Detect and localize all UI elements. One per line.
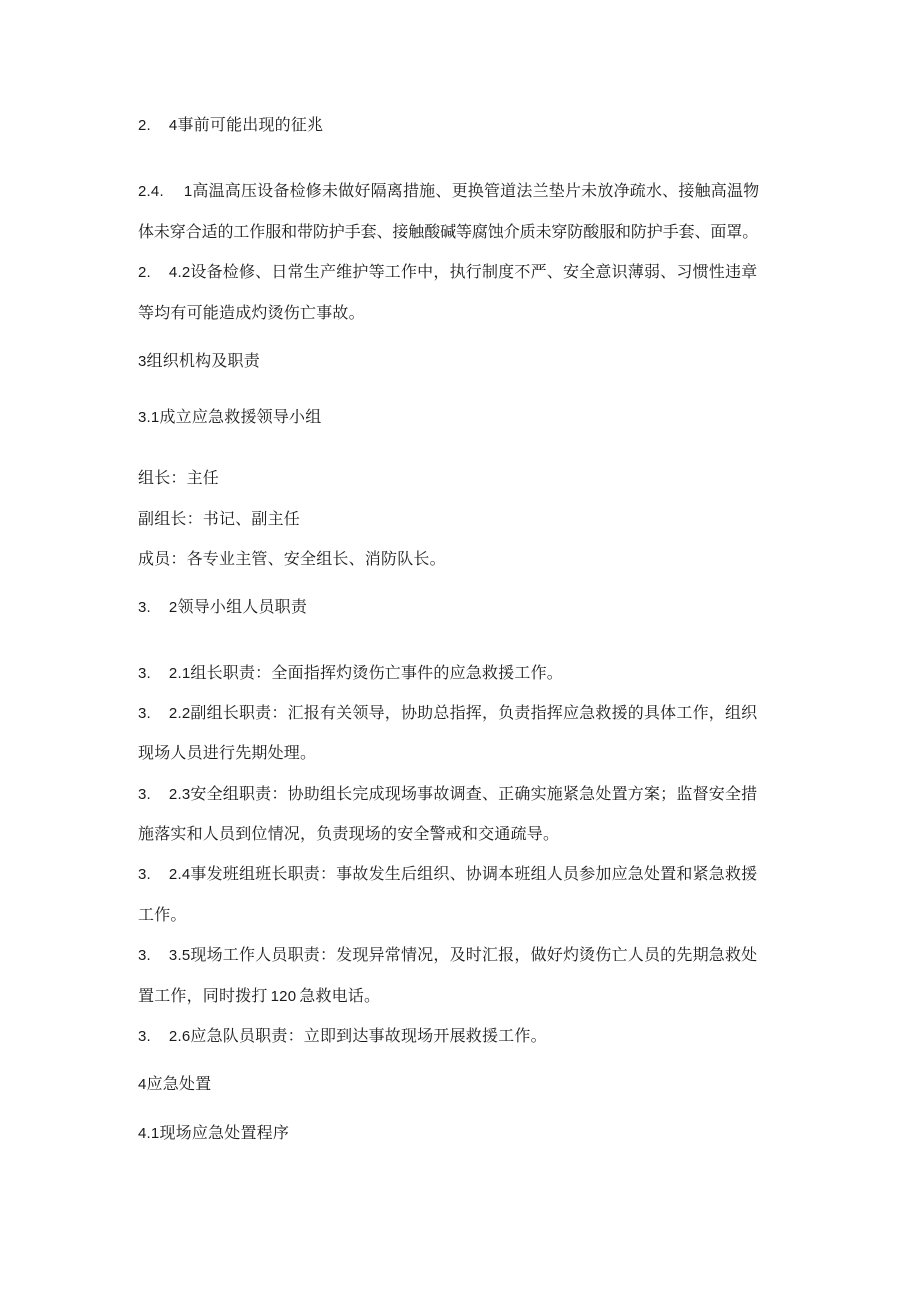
section-3-2-6: 3. 2.6应急队员职责：立即到达事故现场开展救援工作。 <box>138 1026 547 1045</box>
section-3-1-heading: 3.1成立应急救援领导小组 <box>138 407 322 426</box>
section-3-2-2-line-2: 现场人员进行先期处理。 <box>138 743 317 762</box>
section-3-2-3-line-1: 3. 2.3安全组职责：协助组长完成现场事故调查、正确实施紧急处置方案；监督安全措 <box>138 784 758 803</box>
section-3-heading: 3组织机构及职责 <box>138 351 260 370</box>
section-3-2-1: 3. 2.1组长职责：全面指挥灼烫伤亡事件的应急救援工作。 <box>138 663 563 682</box>
section-3-3-5-line-2: 置工作，同时拨打 120 急救电话。 <box>138 986 381 1005</box>
section-2-4-2-line-1: 2. 4.2设备检修、日常生产维护等工作中，执行制度不严、安全意识薄弱、习惯性违章 <box>138 262 758 281</box>
section-4-heading: 4应急处置 <box>138 1074 212 1093</box>
section-3-2-4-line-1: 3. 2.4事发班组班长职责：事故发生后组织、协调本班组人员参加应急处置和紧急救援 <box>138 864 758 883</box>
section-3-2-2-line-1: 3. 2.2副组长职责：汇报有关领导，协助总指挥，负责指挥应急救援的具体工作，组织 <box>138 703 758 722</box>
section-4-1-heading: 4.1现场应急处置程序 <box>138 1123 290 1142</box>
section-3-2-3-line-2: 施落实和人员到位情况，负责现场的安全警戒和交通疏导。 <box>138 824 560 843</box>
section-2-4-2-line-2: 等均有可能造成灼烫伤亡事故。 <box>138 303 365 322</box>
section-3-3-5-line-1: 3. 3.5现场工作人员职责：发现异常情况，及时汇报，做好灼烫伤亡人员的先期急救处 <box>138 945 758 964</box>
section-2-4-heading: 2. 4事前可能出现的征兆 <box>138 115 324 134</box>
leader-line: 组长：主任 <box>138 468 220 487</box>
section-2-4-1-line-1: 2.4. 1高温高压设备检修未做好隔离措施、更换管道法兰垫片未放净疏水、接触高温物 <box>138 181 760 200</box>
deputy-leader-line: 副组长：书记、副主任 <box>138 509 301 528</box>
section-3-2-4-line-2: 工作。 <box>138 905 187 924</box>
members-line: 成员：各专业主管、安全组长、消防队长。 <box>138 549 446 568</box>
section-2-4-1-line-2: 体未穿合适的工作服和带防护手套、接触酸碱等腐蚀介质未穿防酸服和防护手套、面罩。 <box>138 222 759 241</box>
section-3-2-heading: 3. 2领导小组人员职责 <box>138 597 308 616</box>
